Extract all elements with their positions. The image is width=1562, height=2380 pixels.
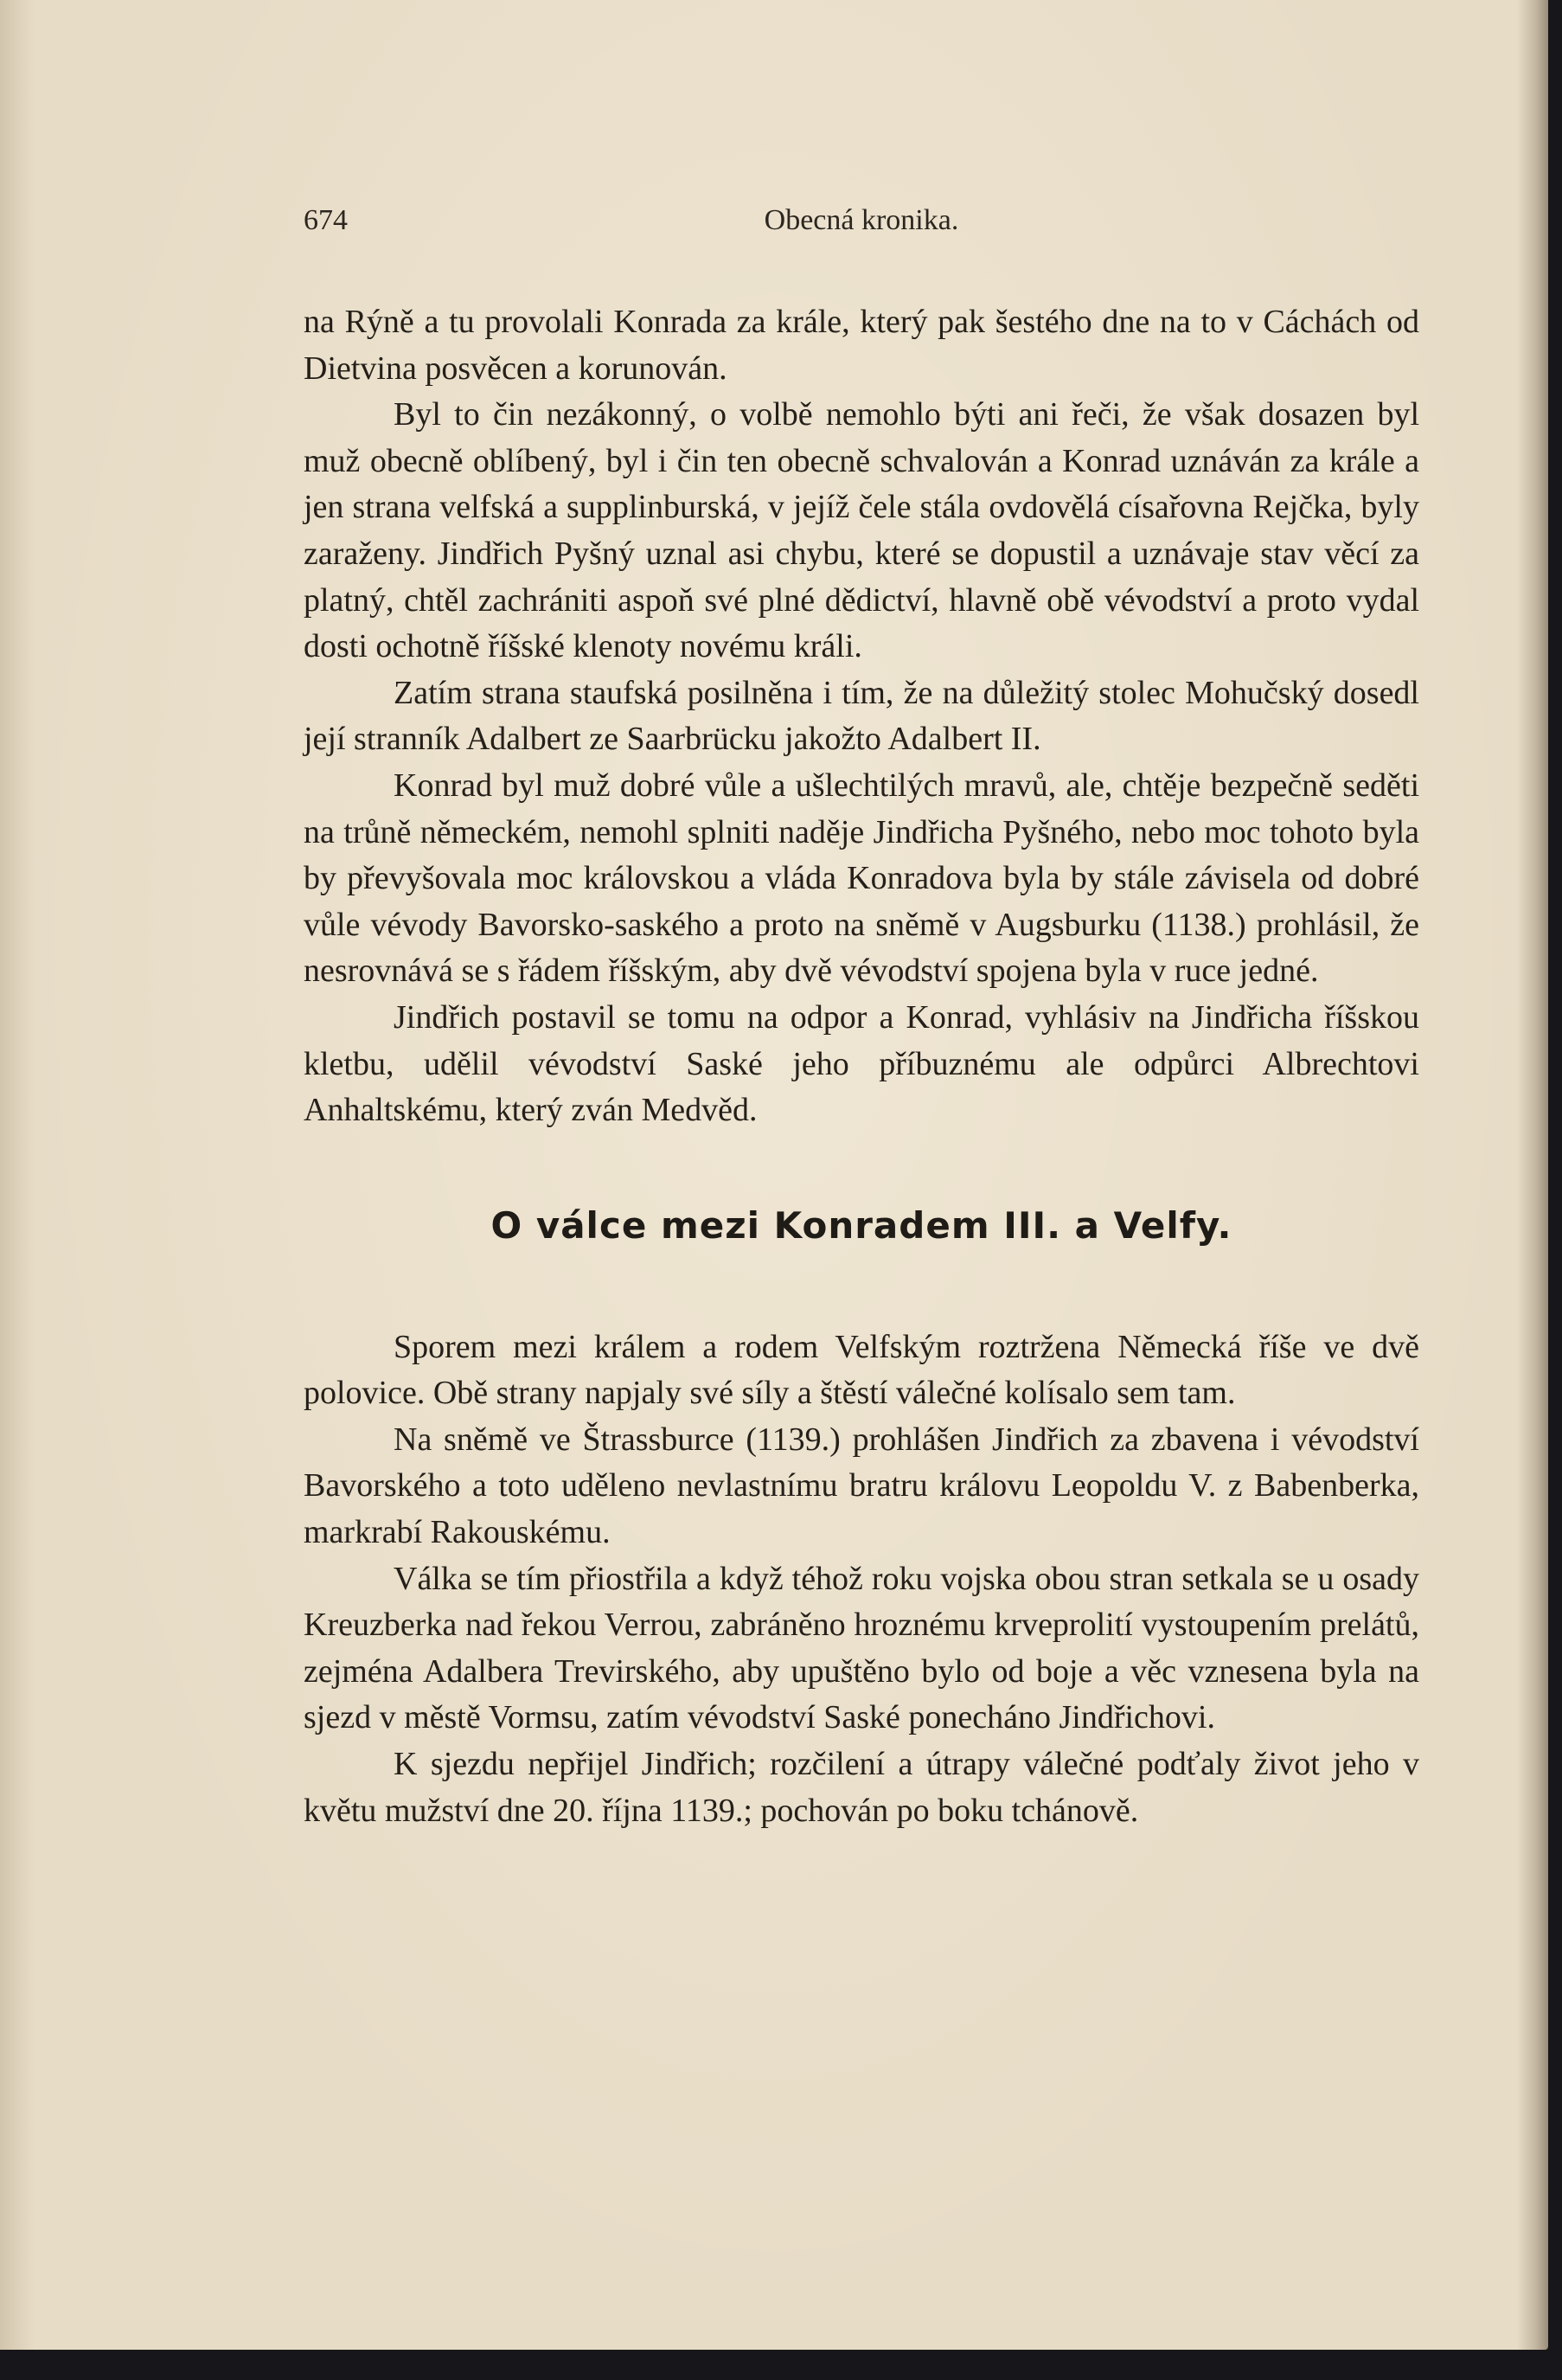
paragraph: Konrad byl muž dobré vůle a ušlechtilých mravů, ale, chtěje bezpečně seděti na trůně německém, nemohl splniti naděje Jindřicha Pyšného, nebo moc tohoto byla by převyšovala moc královskou a vláda Konradova byla by stále závisela od dobré vůle vévody Bavorsko-saského a proto na sněmě v Augsburku (1138.) prohlásil, že nesrovnává se s řádem říšským, aby dvě vévodství spojena byla v ruce jedné. (304, 767, 1419, 990)
paragraph: Na sněmě ve Štrassburce (1139.) prohlášen Jindřich za zbavena i vévodství Bavorského a toto uděleno nevlastnímu bratru královu Leopoldu V. z Babenberka, markrabí Rakouskému. (304, 1421, 1419, 1551)
page-body (304, 299, 1419, 1834)
paragraph: Válka se tím přiostřila a když téhož roku vojska obou stran setkala se u osady Kreuzberka nad řekou Verrou, zabráněno hroznému krveprolití vystoupením prelátů, zejména Adalbera Trevirského, aby upuštěno bylo od boje a věc vznesena byla na sjezd v městě Vormsu, zatím vévodství Saské ponecháno Jindřichovi. (304, 1560, 1419, 1736)
page-header (304, 204, 1419, 246)
paragraph: Sporem mezi králem a rodem Velfským roztržena Německá říše ve dvě polovice. Obě strany napjaly své síly a štěstí válečné kolísalo sem tam. (304, 1328, 1419, 1412)
page-edge-shadow (1517, 0, 1548, 2350)
section-heading: O válce mezi Konradem III. a Velfy. (490, 1203, 1232, 1247)
paragraph: K sjezdu nepřijel Jindřich; rozčilení a útrapy válečné podťaly život jeho v květu mužství dne 20. října 1139.; pochován po boku tchánově. (304, 1746, 1419, 1829)
paragraph: Byl to čin nezákonný, o volbě nemohlo býti ani řeči, že však dosazen byl muž obecně oblíbený, byl i čin ten obecně schvalován a Konrad uznáván za krále a jen strana velfská a supplinburská, v jejíž čele stála ovdovělá císařovna Rejčka, byly zaraženy. Jindřich Pyšný uznal asi chybu, které se dopustil a uznávaje stav věcí za platný, chtěl zachrániti aspoň své plné dědictví, hlavně obě vévodství a proto vydal dosti ochotně říšské klenoty novému králi. (304, 396, 1419, 665)
page-gutter-shadow (0, 0, 35, 2350)
running-title: Obecná kronika. (764, 204, 959, 236)
paragraph: na Rýně a tu provolali Konrada za krále, který pak šestého dne na to v Cáchách od Dietvina posvěcen a korunován. (304, 304, 1419, 387)
paragraph: Zatím strana staufská posilněna i tím, že na důležitý stolec Mohučský dosedl její stranník Adalbert ze Saarbrücku jakožto Adalbert II. (304, 674, 1419, 758)
page-number: 674 (304, 204, 348, 236)
paragraph: Jindřich postavil se tomu na odpor a Konrad, vyhlásiv na Jindřicha říšskou kletbu, udělil vévodství Saské jeho příbuznému ale odpůrci Albrechtovi Anhaltskému, který zván Medvěd. (304, 998, 1419, 1129)
